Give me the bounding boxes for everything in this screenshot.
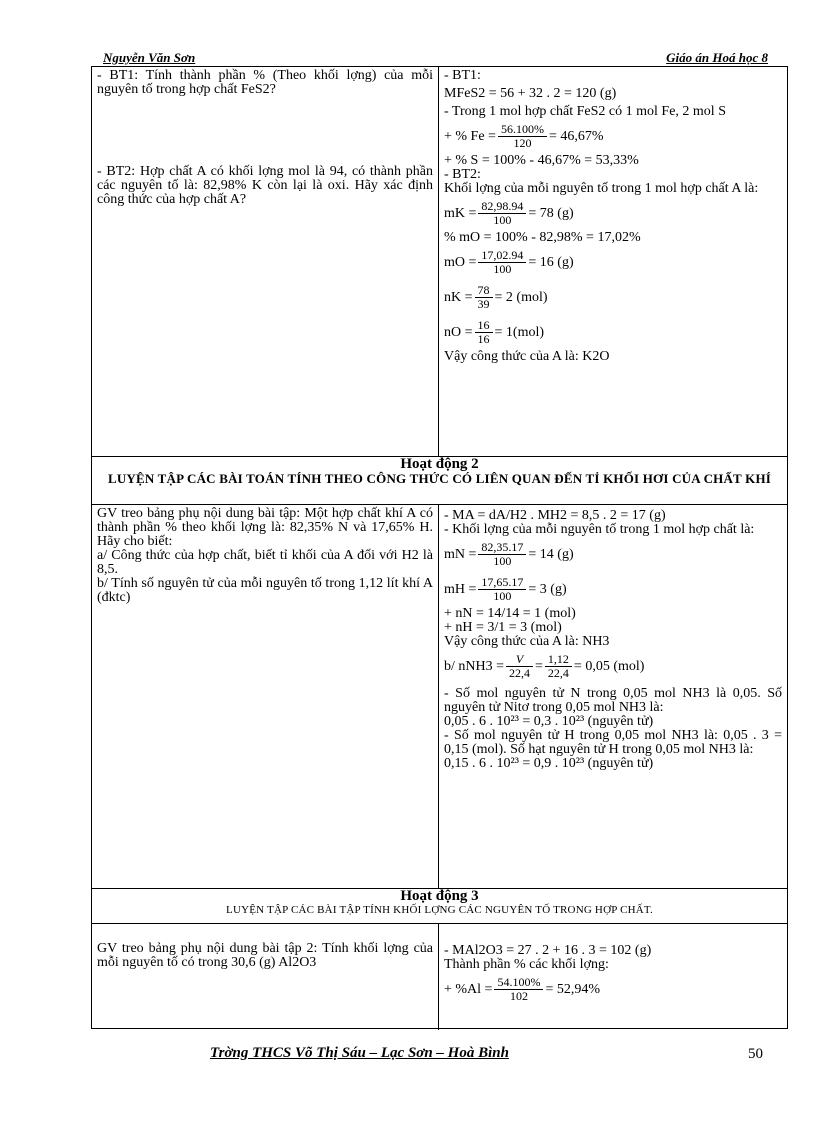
mn-fraction (478, 541, 526, 568)
fe-num: 56.100% (498, 123, 547, 137)
mk-result: = 78 (g) (528, 205, 574, 221)
section-3-title: Hoạt động 3 (400, 889, 479, 904)
nh3-conclusion: Vậy công thức của A là: NH3 (444, 634, 610, 649)
nk-num: 78 (475, 284, 493, 298)
mass-per-mol-text: Khối lợng của mỗi nguyên tố trong 1 mol hợp chất A là: (444, 181, 759, 196)
k2o-conclusion: Vậy công thức của A là: K2O (444, 349, 610, 364)
nk-fraction (475, 284, 493, 311)
no-result: = 1(mol) (494, 324, 545, 340)
right-cell-2 (439, 505, 787, 888)
n-atoms-text: - Số mol nguyên tử N trong 0,05 mol NH3 là 0,05. Số nguyên tử Nitơ trong 0,05 mol NH3 là: (444, 686, 782, 715)
row-gas-compound (92, 505, 787, 889)
al-label: + %Al = (444, 981, 493, 997)
mk-den: 100 (493, 213, 512, 227)
lesson-table (91, 66, 788, 1029)
al-percent-eq (444, 972, 782, 1007)
al-num: 54.100% (494, 976, 543, 990)
h-atoms-calc: 0,15 . 6 . 10²³ = 0,9 . 10²³ (nguyên tử) (444, 756, 654, 771)
mk-fraction (478, 200, 526, 227)
n-nh3-label: b/ nNH3 = (444, 658, 505, 674)
equals-sign: = (535, 658, 543, 674)
mk-label: mK = (444, 205, 477, 221)
question-a: a/ Công thức của hợp chất, biết tỉ khối của A đối với H2 là 8,5. (97, 548, 433, 577)
header-author: Nguyễn Văn Sơn (103, 50, 196, 65)
bt1-question: - BT1: Tính thành phần % (Theo khối lợng) của mỗi nguyên tố trong hợp chất FeS2? (97, 68, 433, 97)
section-2-header (92, 457, 787, 505)
nk-eq (444, 280, 782, 315)
no-den: 16 (477, 332, 490, 346)
bt2-label: - BT2: (444, 167, 481, 182)
n-nh3-eq (444, 649, 782, 684)
mn-result: = 14 (g) (528, 546, 574, 562)
h-atoms-text: - Số mol nguyên tử H trong 0,05 mol NH3 là: 0,05 . 3 = 0,15 (mol). Số hạt nguyên tử H trong 0,05 mol NH3 là: (444, 728, 782, 757)
mk-eq (444, 196, 782, 231)
no-label: nO = (444, 324, 473, 340)
al2o3-question: GV treo bảng phụ nội dung bài tập 2: Tính khối lợng của mỗi nguyên tố có trong 30,6 (g) Al2O3 (97, 941, 433, 970)
row-bt1-bt2 (92, 67, 787, 457)
right-cell-1 (439, 67, 787, 456)
v-den: 22,4 (509, 666, 531, 680)
mo-num: 17,02.94 (478, 249, 526, 263)
mo-den: 100 (493, 262, 512, 276)
mo-fraction (478, 249, 526, 276)
al-den: 102 (509, 989, 528, 1003)
v-num: V (506, 653, 533, 667)
footer-school: Trờng THCS Võ Thị Sáu – Lạc Sơn – Hoà Bình (210, 1045, 509, 1061)
no-fraction (475, 319, 493, 346)
ma-calc: - MA = dA/H2 . MH2 = 8,5 . 2 = 17 (g) (444, 508, 666, 523)
section-2-title: Hoạt động 2 (400, 457, 479, 472)
volume-fraction (545, 653, 572, 680)
mn-eq (444, 537, 782, 572)
nh-calc: + nH = 3/1 = 3 (mol) (444, 620, 562, 635)
mo-label: mO = (444, 254, 477, 270)
mo-eq (444, 245, 782, 280)
section-3-header (92, 889, 787, 924)
section-3-subtitle: LUYỆN TẬP CÁC BÀI TẬP TÍNH KHỐI LỢNG CÁC NGUYÊN TỐ TRONG HỢP CHẤT. (226, 904, 653, 916)
bt2-question: - BT2: Hợp chất A có khối lợng mol là 94, có thành phần các nguyên tố là: 82,98% K còn lại là oxi. Hãy xác định công thức của hợp chất A? (97, 164, 433, 207)
mh-eq (444, 572, 782, 607)
al-result: = 52,94% (545, 981, 601, 997)
mk-num: 82,98.94 (478, 200, 526, 214)
composition-text: Thành phần % các khối lợng: (444, 957, 609, 972)
question-b: b/ Tính số nguyên tử của mỗi nguyên tố trong 1,12 lít khí A (đktc) (97, 576, 433, 605)
fe-percent-eq (444, 119, 782, 154)
mn-den: 100 (493, 554, 512, 568)
header-subject: Giáo án Hoá học 8 (666, 50, 768, 65)
n-nh3-result: = 0,05 (mol) (573, 658, 645, 674)
v-fraction (506, 653, 533, 680)
s-percent: + % S = 100% - 46,67% = 53,33% (444, 153, 639, 168)
nn-calc: + nN = 14/14 = 1 (mol) (444, 606, 576, 621)
mol-composition: - Trong 1 mol hợp chất FeS2 có 1 mol Fe, 2 mol S (444, 104, 726, 119)
right-cell-3 (439, 924, 787, 1030)
m-al2o3-calc: - MAl2O3 = 27 . 2 + 16 . 3 = 102 (g) (444, 943, 652, 958)
row-al2o3 (92, 924, 787, 1030)
nk-label: nK = (444, 289, 473, 305)
mh-label: mH = (444, 581, 477, 597)
left-cell-1 (92, 67, 439, 456)
left-cell-2 (92, 505, 439, 888)
fe-label: + % Fe = (444, 128, 496, 144)
left-cell-3 (92, 924, 439, 1030)
vol-den: 22,4 (547, 666, 569, 680)
nk-result: = 2 (mol) (494, 289, 548, 305)
mh-fraction (478, 576, 526, 603)
al-fraction (494, 976, 543, 1003)
mh-den: 100 (493, 589, 512, 603)
vol-num: 1,12 (545, 653, 572, 667)
page-number: 50 (748, 1046, 763, 1062)
nk-den: 39 (477, 297, 490, 311)
bt1-label: - BT1: (444, 68, 481, 83)
molar-mass-fes2: MFeS2 = 56 + 32 . 2 = 120 (g) (444, 86, 617, 101)
mn-label: mN = (444, 546, 477, 562)
mass-per-mol-text-2: - Khối lợng của mỗi nguyên tố trong 1 mol hợp chất là: (444, 522, 755, 537)
fe-result: = 46,67% (548, 128, 604, 144)
mo-result: = 16 (g) (528, 254, 574, 270)
no-num: 16 (475, 319, 493, 333)
n-atoms-calc: 0,05 . 6 . 10²³ = 0,3 . 10²³ (nguyên tử) (444, 714, 654, 729)
mh-result: = 3 (g) (528, 581, 567, 597)
mo-percent: % mO = 100% - 82,98% = 17,02% (444, 230, 641, 245)
mn-num: 82,35.17 (478, 541, 526, 555)
section-2-subtitle: LUYỆN TẬP CÁC BÀI TOÁN TÍNH THEO CÔNG THỨC CÓ LIÊN QUAN ĐẾN TỈ KHỐI HƠI CỦA CHẤT KHÍ (107, 471, 772, 486)
fe-fraction (498, 123, 547, 150)
fe-den: 120 (513, 136, 532, 150)
gv-intro: GV treo bảng phụ nội dung bài tập: Một hợp chất khí A có thành phần % theo khối lợng là: 82,35% N và 17,65% H. Hãy cho biết: (97, 506, 433, 549)
no-eq (444, 315, 782, 350)
mh-num: 17,65.17 (478, 576, 526, 590)
